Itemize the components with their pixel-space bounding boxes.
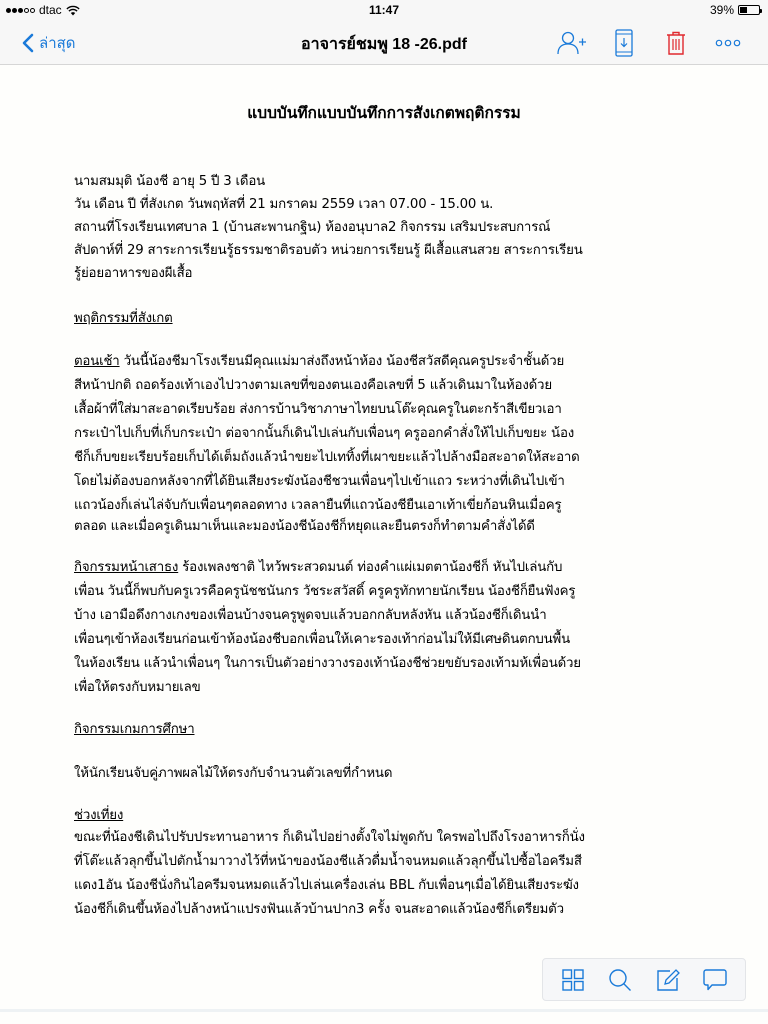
morning-line-5: โดยไม่ต้องบอกหลังจากที่ได้ยินเสียงระฆังน้องชีชวนเพื่อนๆไปเข้าแถว ระหว่างที่เดินไปเข้า: [74, 474, 565, 489]
morning-label: ตอนเช้า: [74, 354, 120, 369]
battery-percent: 39%: [709, 3, 734, 17]
back-label: ล่าสุด: [39, 35, 76, 52]
morning-line-6: แถวน้องก็เล่นไล่จับกับเพื่อนๆตลอดทาง เวลลายืนที่แถวน้องชียืนเอาเท้าเขี่ยก้อนหินเมื่อครู: [74, 498, 562, 513]
thumbnails-grid-icon: [562, 969, 584, 991]
more-button[interactable]: [702, 27, 754, 59]
noon-heading: ช่วงเที่ยง: [74, 808, 124, 823]
game-activity-heading: กิจกรรมเกมการศึกษา: [74, 722, 195, 737]
trash-icon: [666, 31, 686, 55]
nav-bar: [0, 20, 768, 65]
morning-line-3: กระเป๋าไปเก็บที่เก็บกระเป๋า ต่อจากนั้นก็เดินไปเล่นกับเพื่อนๆ ครูออกคำสั่งให้ไปเก็บขยะ น้อง: [74, 426, 575, 441]
flag-line-3: เพื่อนๆเข้าห้องเรียนก่อนเข้าห้องน้องชีบอกเพื่อนให้เคาะรองเท้าก่อนไม่ให้มีเศษดินตกบนพื้น: [74, 632, 571, 647]
status-bar: [0, 0, 768, 20]
bottom-divider: [0, 1009, 768, 1012]
thumbnails-button[interactable]: [553, 962, 593, 998]
flag-line-4: ในห้องเรียน แล้วนำเพื่อนๆ ในการเป็นตัวอย่างวางรองเท้าน้องชีช่วยขยับรองเท้ามห้เพื่อนด้วย: [74, 656, 581, 671]
edit-annotate-icon: [656, 968, 680, 992]
status-right: [710, 3, 760, 17]
back-button[interactable]: [22, 31, 76, 55]
document-title: อาจารย์ชมพู 18 -26.pdf: [300, 36, 467, 53]
header-line-date: วัน เดือน ปี ที่สังเกต วันพฤหัสที่ 21 มกราคม 2559 เวลา 07.00 - 15.00 น.: [74, 197, 494, 212]
flag-activity-label: กิจกรรมหน้าเสาธง: [74, 560, 179, 575]
save-to-device-button[interactable]: [598, 27, 650, 59]
add-person-icon: [557, 31, 587, 55]
morning-text: วันนี้น้องชีมาโรงเรียนมีคุณแม่มาส่งถึงหน้าห้อง น้องชีสวัสดีคุณครูประจำชั้นด้วย: [119, 354, 565, 369]
morning-line-1: สีหน้าปกติ ถอดร้องเท้าเองไปวางตามเลขที่ของตนเองคือเลขที่ 5 แล้วเดินมาในห้องด้วย: [74, 378, 552, 393]
status-time: 11:47: [368, 3, 400, 17]
doc-heading: แบบบันทึกแบบบันทึกการสังเกตพฤติกรรม: [247, 104, 521, 122]
nav-actions: [546, 27, 754, 59]
chevron-left-icon: [22, 33, 34, 53]
comments-button[interactable]: [695, 962, 735, 998]
more-icon: [715, 39, 741, 47]
comment-icon: [703, 968, 727, 992]
flag-activity-text: ร้องเพลงชาติ ไหว้พระสวดมนต์ ท่องคำแผ่เมตตาน้องชีก็ หันไปเล่นกับ: [178, 560, 563, 575]
flag-line-5: เพื่อให้ตรงกับหมายเลข: [74, 680, 201, 695]
flag-line-1: เพื่อน วันนี้ก็พบกับครูเวรคือครูนัชชนันกร วัชระสวัสดิ์ ครูครูทักทายนักเรียน น้องชีก็ยืนฟังครู: [74, 584, 576, 599]
header-line-subtopic: รู้ย่อยอาหารของผีเสื้อ: [74, 266, 193, 281]
noon-line-0: ขณะที่น้องชีเดินไปรับประทานอาหาร ก็เดินไปอย่างตั้งใจไม่พูดกับ ใครพอไปถึงโรงอาหารก็นั่ง: [74, 830, 585, 845]
noon-line-2: แดง1อัน น้องชีนั่งกินไอครีมจนหมดแล้วไปเล่นเครื่องเล่น BBL กับเพื่อนๆเมื่อได้ยินเสียงระฆัง: [74, 878, 579, 893]
header-line-name-age: นามสมมุติ น้องชี อายุ 5 ปี 3 เดือน: [74, 174, 266, 189]
edit-button[interactable]: [648, 962, 688, 998]
noon-line-3: น้องชีก็เดินขึ้นห้องไปล้างหน้าแปรงฟันแล้วบ้านปาก3 ครั้ง จนสะอาดแล้วน้องชีก็เตรียมตัว: [74, 902, 564, 917]
carrier-name: dtac: [39, 3, 62, 17]
morning-line-4: ชีก็เก็บขยะเรียบร้อยเก็บได้เต็มถังแล้วนำขยะไปเททิ้งที่เผาขยะแล้วไปล้างมือสะอาดให้สะอาด: [74, 450, 580, 465]
bottom-toolbar: [542, 958, 746, 1001]
search-button[interactable]: [600, 962, 640, 998]
search-icon: [608, 968, 632, 992]
morning-line-2: เสื้อผ้าที่ใส่มาสะอาดเรียบร้อย ส่งการบ้านวิชาภาษาไทยบนโต๊ะคุณครูในตะกร้าสีเขียวเอา: [74, 402, 562, 417]
share-add-person-button[interactable]: [546, 27, 598, 59]
morning-line-7: ตลอด และเมื่อครูเดินมาเห็นและมองน้องชีน้องชีก็หยุดและยืนตรงก็ทำตามคำสั่งได้ดี: [74, 519, 535, 534]
flag-line-2: บ้าง เอามือดึงกางเกงของเพื่อนบ้างจนครูพูดจบแล้วบอกกลับหลังหัน แล้วน้องชีก็เดินนำ: [74, 608, 547, 623]
header-line-week: สัปดาห์ที่ 29 สาระการเรียนรู้ธรรมชาติรอบตัว หน่วยการเรียนรู้ ผีเสื้อแสนสวย สาระการเรียน: [74, 243, 583, 258]
game-activity-text: ให้นักเรียนจับคู่ภาพผลไม้ให้ตรงกับจำนวนตัวเลขที่กำหนด: [74, 766, 393, 781]
save-to-device-icon: [615, 29, 633, 57]
noon-line-1: ที่โต๊ะแล้วลุกขึ้นไปตักน้ำมาวางไว้ที่หน้าของน้องชีแล้วดื่มน้ำจนหมดแล้วลุกขึ้นไปซื้อไอครีมสี: [74, 854, 582, 869]
section-heading-observed: พฤติกรรมที่สังเกต: [74, 311, 173, 326]
delete-button[interactable]: [650, 27, 702, 59]
pdf-page[interactable]: [0, 66, 768, 990]
header-line-location: สถานที่โรงเรียนเทศบาล 1 (บ้านสะพานกฐิน) ห้องอนุบาล2 กิจกรรม เสริมประสบการณ์: [74, 220, 551, 235]
battery-icon: [738, 5, 760, 15]
